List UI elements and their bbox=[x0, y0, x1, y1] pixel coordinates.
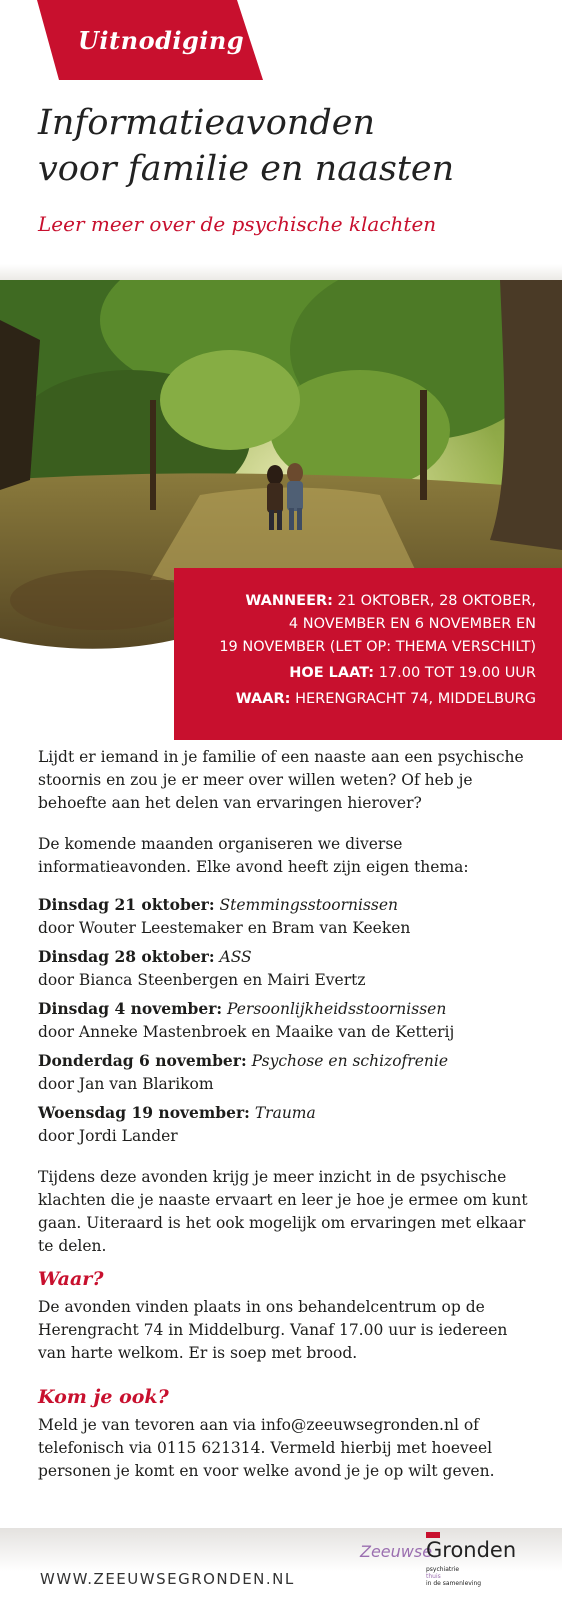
when-line-2: 4 NOVEMBER EN 6 NOVEMBER EN bbox=[288, 616, 536, 632]
logo-tag-1: psychiatrie bbox=[426, 1566, 460, 1573]
where-heading: Waar? bbox=[38, 1268, 104, 1290]
logo-tagline bbox=[426, 1566, 481, 1587]
session-item bbox=[38, 1101, 538, 1148]
logo-tag-2: thuis bbox=[426, 1573, 441, 1580]
title-line-1: Informatieavonden bbox=[38, 103, 376, 143]
session-item bbox=[38, 1049, 538, 1096]
session-speakers: door Jordi Lander bbox=[38, 1127, 178, 1145]
session-day: Dinsdag 28 oktober: bbox=[38, 947, 215, 966]
intro-paragraph-1: Lijdt er iemand in je familie of een naaste aan een psychische stoornis en zou je er meer over willen weten? Of heb je behoefte aan het delen van ervaringen hierover? bbox=[38, 748, 524, 812]
session-theme: Stemmingsstoornissen bbox=[219, 896, 399, 914]
intro-paragraph-2: De komende maanden organiseren we diverse informatieavonden. Elke avond heeft zijn eigen thema: bbox=[38, 835, 469, 876]
session-theme: ASS bbox=[219, 948, 252, 966]
when-dates-1: 21 OKTOBER, 28 OKTOBER, bbox=[337, 593, 536, 609]
event-details-box bbox=[174, 568, 562, 740]
session-theme: Trauma bbox=[254, 1104, 316, 1122]
when-line-1 bbox=[186, 590, 536, 613]
logo-tag-3: in de samenleving bbox=[426, 1580, 482, 1587]
footer bbox=[0, 1528, 562, 1600]
page-subtitle: Leer meer over de psychische klachten bbox=[38, 212, 437, 236]
session-day: Woensdag 19 november: bbox=[38, 1103, 250, 1122]
join-paragraph: Meld je van tevoren aan via info@zeeuwsegronden.nl of telefonisch via 0115 621314. Vermeld hierbij met hoeveel personen je komt en voor welke avond je je op wilt geven. bbox=[38, 1416, 495, 1480]
where-value: HERENGRACHT 74, MIDDELBURG bbox=[295, 691, 536, 707]
session-day: Dinsdag 4 november: bbox=[38, 999, 223, 1018]
where-line bbox=[186, 688, 536, 711]
time-value: 17.00 TOT 19.00 UUR bbox=[378, 665, 536, 681]
session-list bbox=[38, 893, 538, 1153]
logo-word-2: Gronden bbox=[426, 1538, 517, 1562]
when-line-3: 19 NOVEMBER (LET OP: THEMA VERSCHILT) bbox=[219, 639, 536, 655]
invitation-label: Uitnodiging bbox=[78, 26, 245, 55]
closing-paragraph: Tijdens deze avonden krijg je meer inzicht in de psychische klachten die je naaste ervaart en leer je hoe je ermee om kunt gaan. Uiteraard is het ook mogelijk om ervaringen met elkaar te delen. bbox=[38, 1168, 528, 1255]
where-label: WAAR: bbox=[235, 691, 291, 707]
zeeuwse-gronden-logo bbox=[360, 1532, 520, 1592]
time-label: HOE LAAT: bbox=[289, 665, 375, 681]
website-link[interactable]: WWW.ZEEUWSEGRONDEN.NL bbox=[40, 1570, 295, 1588]
session-theme: Psychose en schizofrenie bbox=[251, 1052, 448, 1070]
session-speakers: door Bianca Steenbergen en Mairi Evertz bbox=[38, 971, 366, 989]
session-speakers: door Anneke Mastenbroek en Maaike van de Ketterij bbox=[38, 1023, 455, 1041]
session-item bbox=[38, 997, 538, 1044]
session-speakers: door Jan van Blarikom bbox=[38, 1075, 214, 1093]
join-heading: Kom je ook? bbox=[38, 1386, 169, 1408]
when-label: WANNEER: bbox=[245, 593, 333, 609]
session-item bbox=[38, 893, 538, 940]
where-paragraph: De avonden vinden plaats in ons behandelcentrum op de Herengracht 74 in Middelburg. Vanaf 17.00 uur is iedereen van harte welkom. Er is soep met brood. bbox=[38, 1298, 508, 1362]
session-theme: Persoonlijkheidsstoornissen bbox=[227, 1000, 447, 1018]
session-speakers: door Wouter Leestemaker en Bram van Keeken bbox=[38, 919, 411, 937]
page-title bbox=[38, 100, 538, 192]
session-day: Dinsdag 21 oktober: bbox=[38, 895, 215, 914]
title-line-2: voor familie en naasten bbox=[38, 149, 455, 189]
session-day: Donderdag 6 november: bbox=[38, 1051, 247, 1070]
time-line bbox=[186, 662, 536, 685]
session-item bbox=[38, 945, 538, 992]
logo-word-1: Zeeuwse bbox=[360, 1542, 433, 1561]
